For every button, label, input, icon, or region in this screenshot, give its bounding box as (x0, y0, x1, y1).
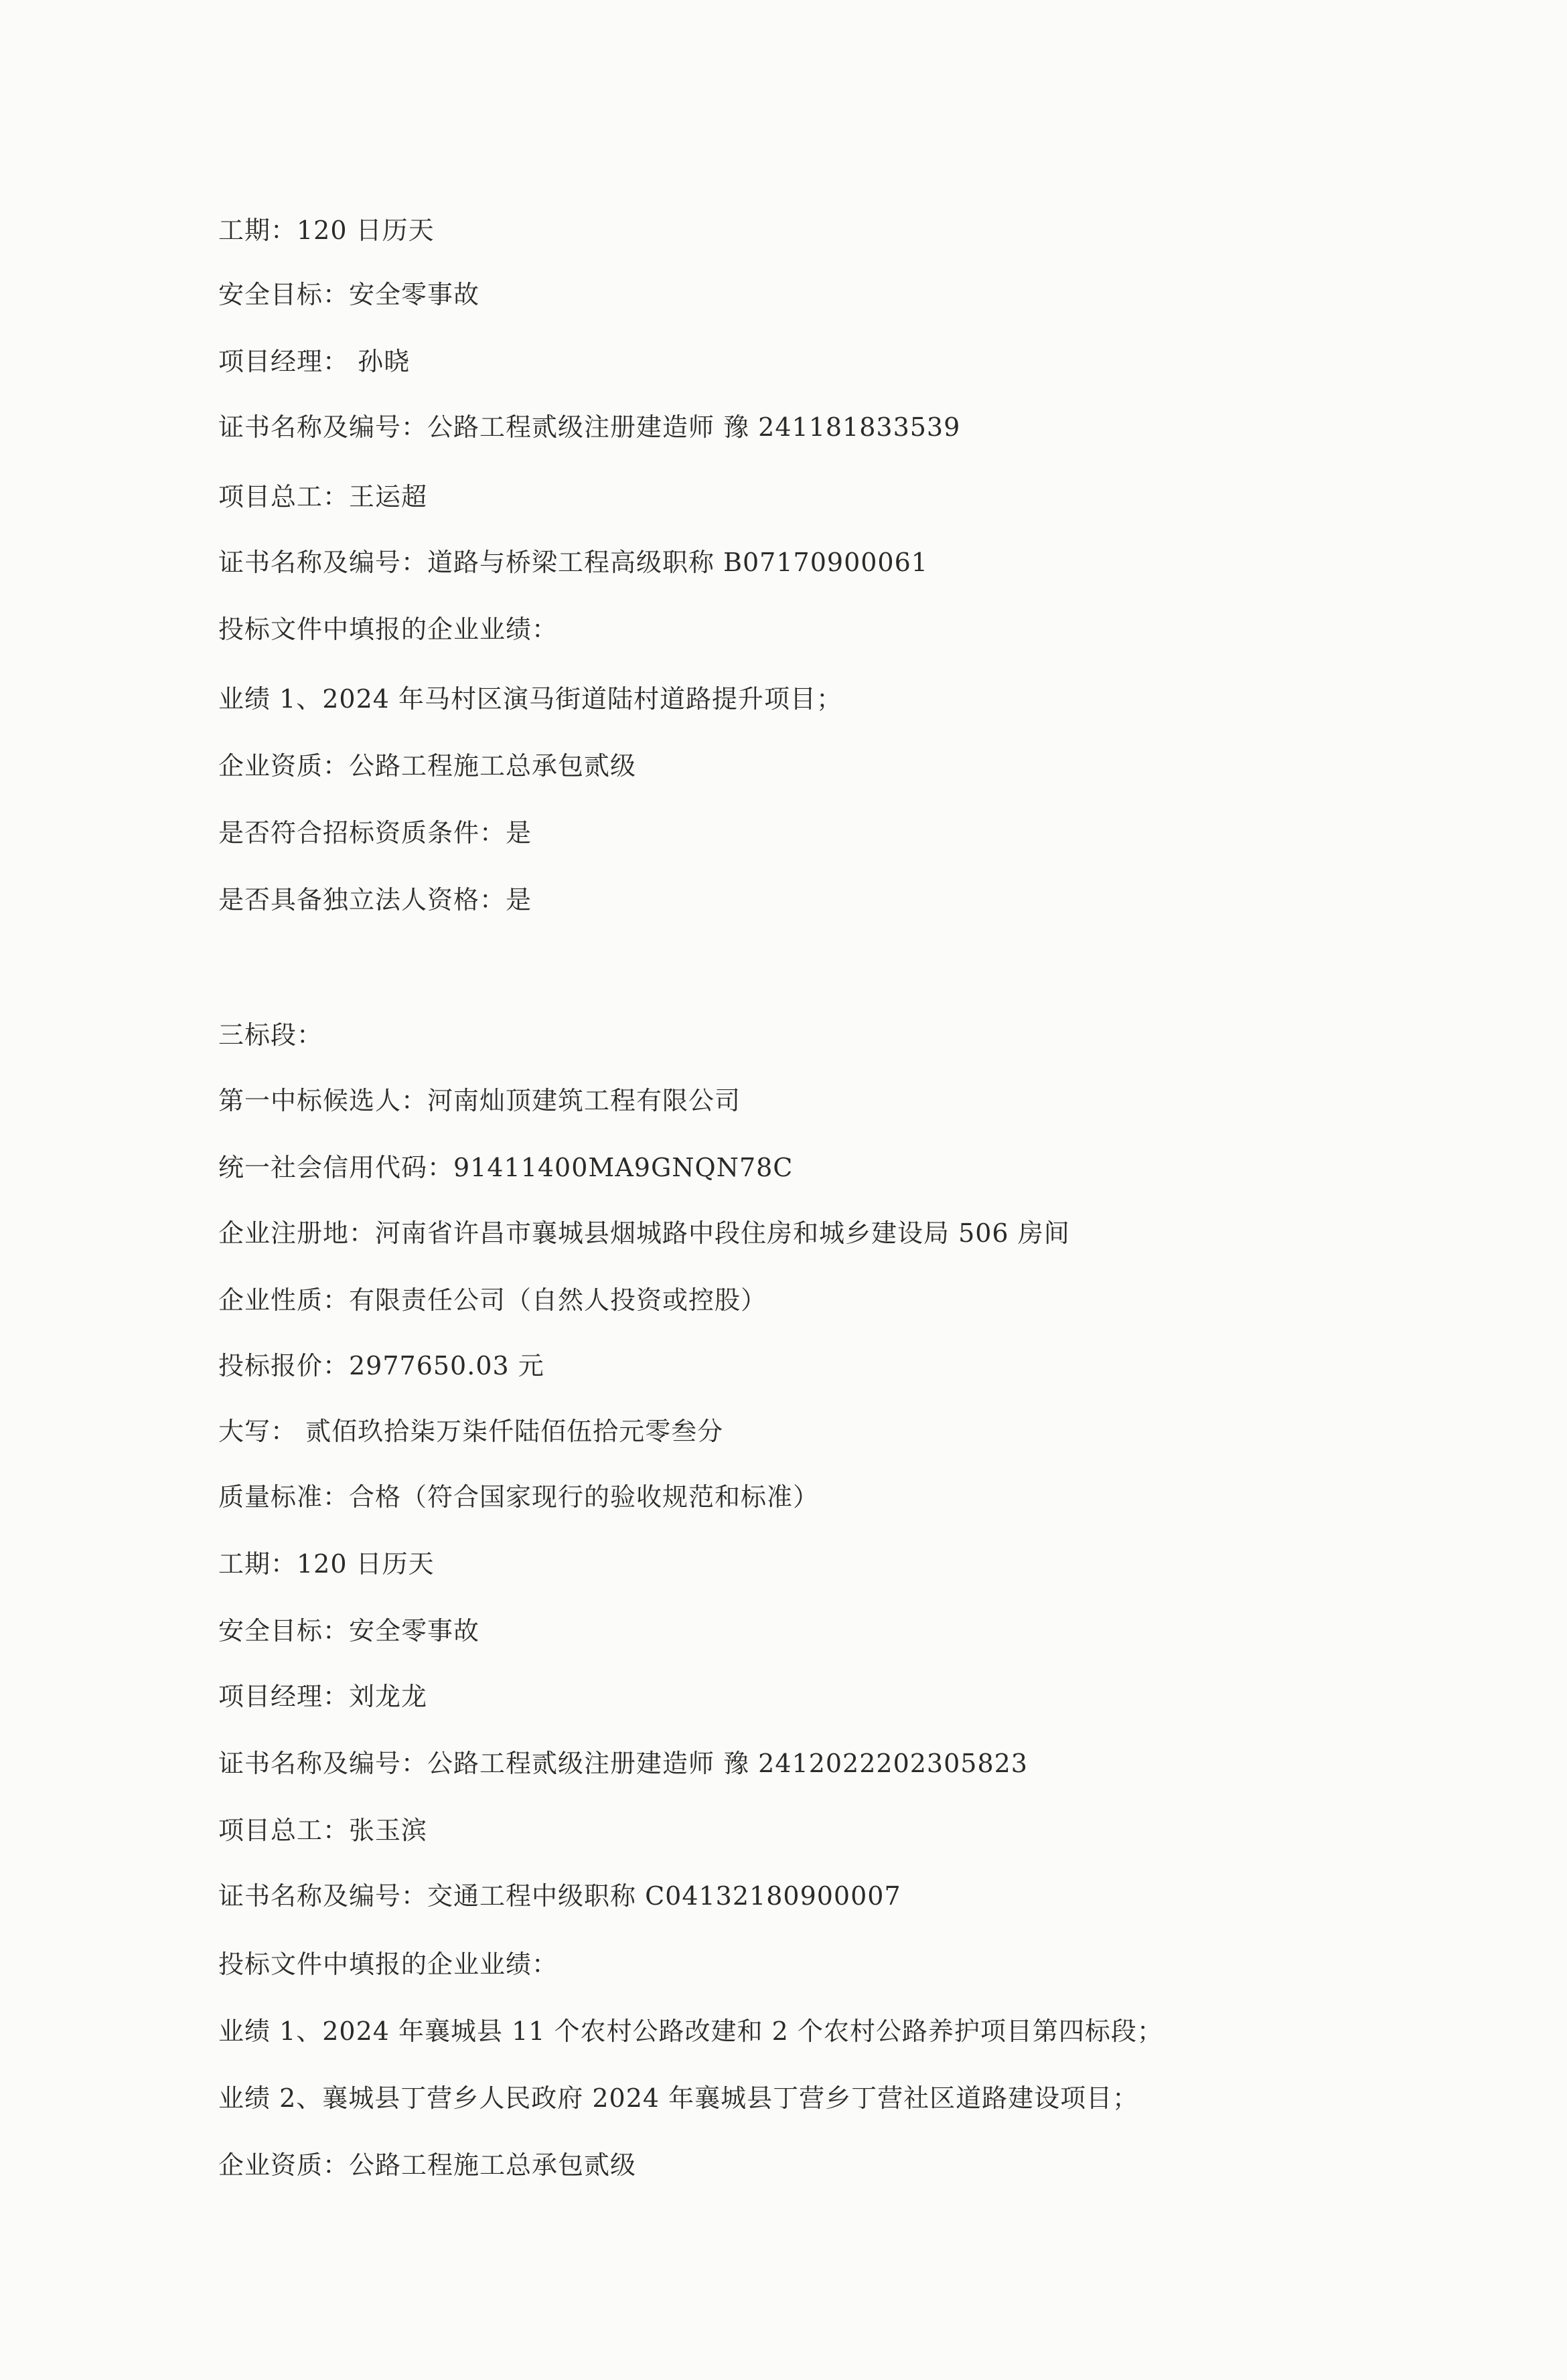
period-line: 工期：120 日历天 (218, 216, 435, 245)
section-heading: 三标段： (218, 1020, 323, 1050)
performance-item: 业绩 1、2024 年马村区演马街道陆村道路提升项目； (218, 684, 843, 714)
quality-standard-line: 质量标准：合格（符合国家现行的验收规范和标准） (218, 1482, 820, 1512)
ce-certificate-line: 证书名称及编号：交通工程中级职称 C04132180900007 (218, 1881, 901, 1911)
period-line: 工期：120 日历天 (218, 1549, 435, 1579)
meets-qualification-line: 是否符合招标资质条件：是 (218, 818, 532, 848)
first-candidate-line: 第一中标候选人：河南灿顶建筑工程有限公司 (218, 1086, 741, 1115)
project-manager-line: 项目经理：刘龙龙 (218, 1682, 428, 1711)
independent-legal-line: 是否具备独立法人资格：是 (218, 885, 532, 915)
project-manager-line: 项目经理： 孙晓 (218, 347, 411, 376)
credit-code-line: 统一社会信用代码：91411400MA9GNQN78C (218, 1153, 794, 1182)
performance-heading: 投标文件中填报的企业业绩： (218, 1950, 558, 1979)
pm-certificate-line: 证书名称及编号：公路工程贰级注册建造师 豫 241181833539 (218, 412, 961, 442)
chief-engineer-line: 项目总工：张玉滨 (218, 1816, 428, 1845)
bid-price-line: 投标报价：2977650.03 元 (218, 1351, 544, 1380)
chief-engineer-line: 项目总工：王运超 (218, 482, 428, 511)
ce-certificate-line: 证书名称及编号：道路与桥梁工程高级职称 B07170900061 (218, 548, 928, 577)
performance-item: 业绩 2、襄城县丁营乡人民政府 2024 年襄城县丁营乡丁营社区道路建设项目； (218, 2083, 1139, 2113)
bid-price-words-line: 大写： 贰佰玖拾柒万柒仟陆佰伍拾元零叁分 (218, 1417, 724, 1446)
qualification-line: 企业资质：公路工程施工总承包贰级 (218, 2150, 637, 2180)
company-type-line: 企业性质：有限责任公司（自然人投资或控股） (218, 1285, 767, 1315)
qualification-line: 企业资质：公路工程施工总承包贰级 (218, 751, 637, 781)
performance-heading: 投标文件中填报的企业业绩： (218, 615, 558, 644)
performance-item: 业绩 1、2024 年襄城县 11 个农村公路改建和 2 个农村公路养护项目第四标段； (218, 2016, 1163, 2046)
registered-address-line: 企业注册地：河南省许昌市襄城县烟城路中段住房和城乡建设局 506 房间 (218, 1218, 1070, 1248)
safety-goal-line: 安全目标：安全零事故 (218, 280, 480, 309)
pm-certificate-line: 证书名称及编号：公路工程贰级注册建造师 豫 2412022202305823 (218, 1749, 1028, 1778)
safety-goal-line: 安全目标：安全零事故 (218, 1616, 480, 1646)
